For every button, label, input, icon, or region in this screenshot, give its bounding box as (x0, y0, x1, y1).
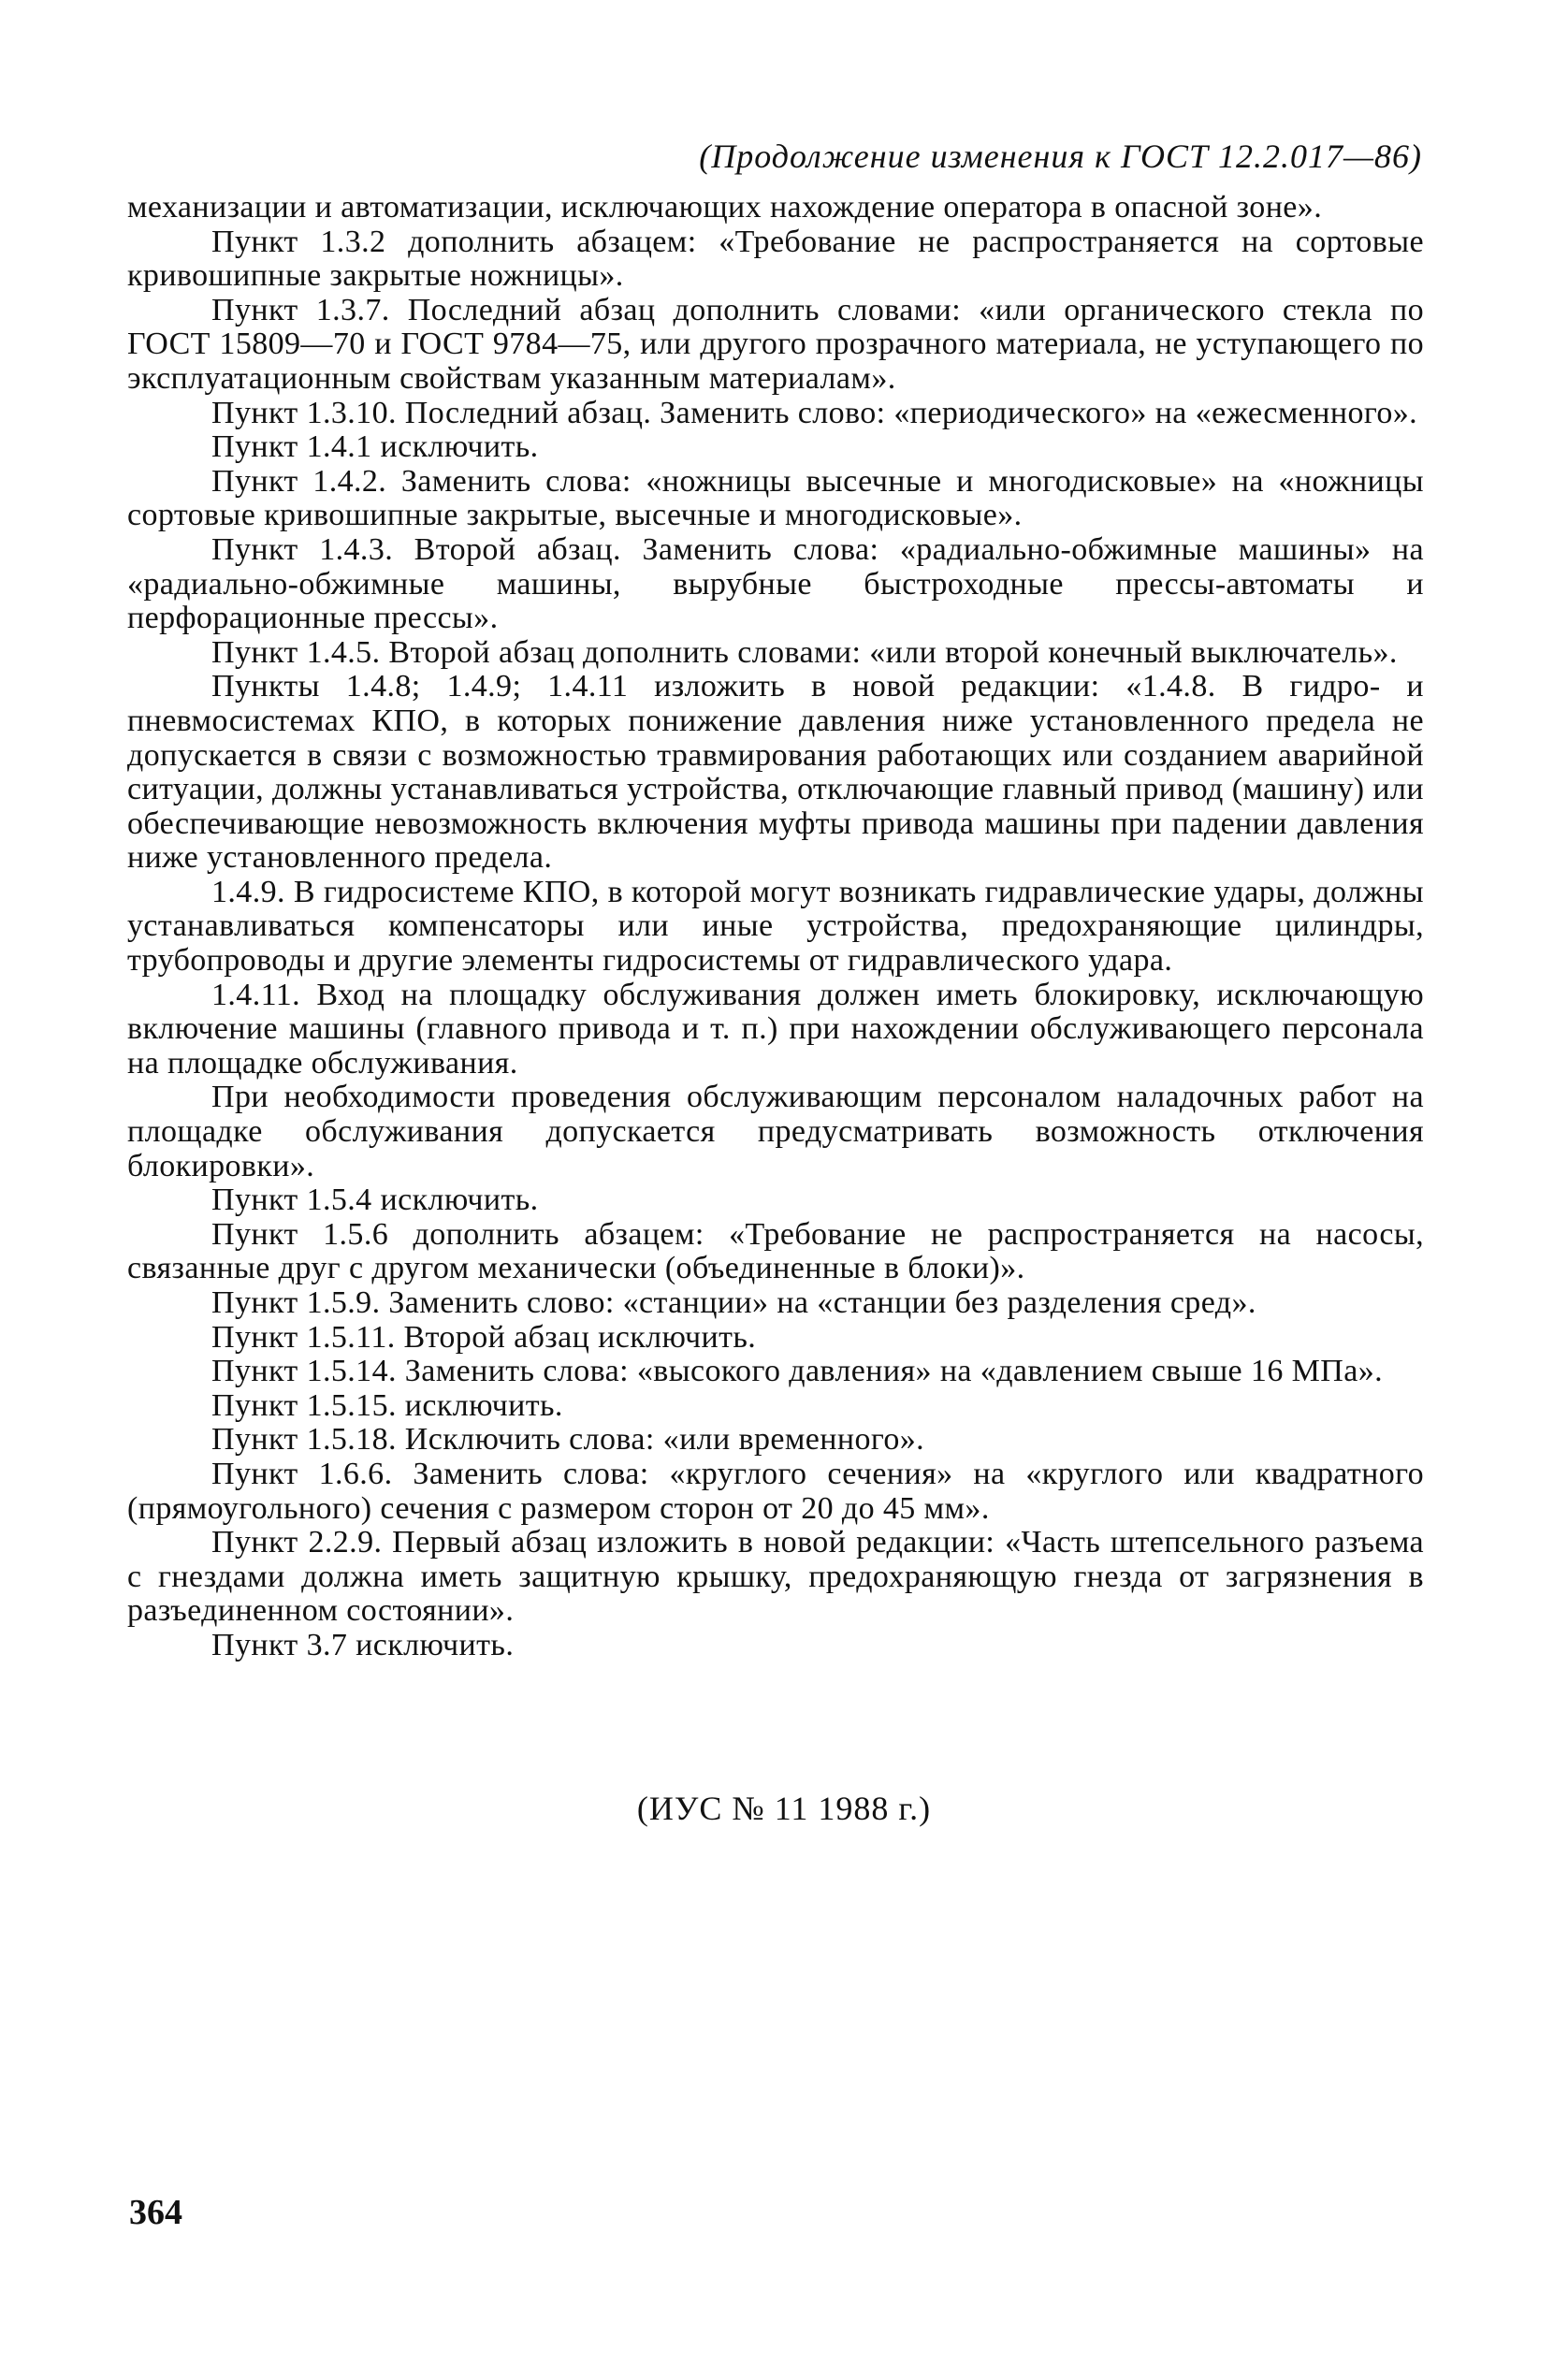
paragraph-new-1-4-11: 1.4.11. Вход на площадку обслуживания должен иметь блокировку, исключающую включение машины (главного привода и т. п.) при нахождении обслуживающего персонала на площадке обслуживания. (127, 977, 1424, 1081)
paragraph-clause-1-4-1: Пункт 1.4.1 исключить. (211, 429, 539, 465)
paragraph-clause-1-5-4: Пункт 1.5.4 исключить. (211, 1182, 539, 1218)
source-reference: (ИУС № 11 1988 г.) (636, 1790, 932, 1827)
paragraph-clause-1-5-11: Пункт 1.5.11. Второй абзац исключить. (211, 1319, 757, 1355)
paragraph-clause-1-4-3: Пункт 1.4.3. Второй абзац. Заменить слова: «радиально-обжимные машины» на «радиально-обжимные машины, вырубные быстроходные прессы-автоматы и перфорационные прессы». (127, 531, 1424, 636)
paragraph-clause-1-4-5: Пункт 1.4.5. Второй абзац дополнить словами: «или второй конечный выключатель». (211, 634, 1398, 670)
paragraph-continuation: механизации и автоматизации, исключающих нахождение оператора в опасной зоне». (127, 190, 1323, 225)
paragraph-clause-1-3-10: Пункт 1.3.10. Последний абзац. Заменить слово: «периодического» на «ежесменного». (211, 395, 1418, 430)
paragraph-clause-1-5-14: Пункт 1.5.14. Заменить слова: «высокого давления» на «давлением свыше 16 МПа». (211, 1354, 1383, 1389)
paragraph-clause-1-5-18: Пункт 1.5.18. Исключить слова: «или временного». (211, 1422, 925, 1458)
running-header: (Продолжение изменения к ГОСТ 12.2.017—86) (699, 138, 1422, 175)
paragraph-clause-1-5-6: Пункт 1.5.6 дополнить абзацем: «Требование не распространяется на насосы, связанные друг с другом механически (объединенные в блоки)». (127, 1216, 1424, 1286)
document-body (127, 191, 1424, 1663)
paragraph-clause-1-5-9: Пункт 1.5.9. Заменить слово: «станции» на «станции без разделения сред». (211, 1285, 1256, 1320)
paragraph-clause-1-3-7: Пункт 1.3.7. Последний абзац дополнить словами: «или органического стекла по ГОСТ 15809—70 и ГОСТ 9784—75, или другого прозрачного материала, не уступающего по эксплуатационным свойствам указанным материалам». (127, 292, 1424, 396)
paragraph-clause-1-5-15: Пункт 1.5.15. исключить. (211, 1387, 563, 1423)
paragraph-clause-3-7: Пункт 3.7 исключить. (211, 1627, 515, 1662)
paragraph-new-1-4-11-cont: При необходимости проведения обслуживающим персоналом наладочных работ на площадке обслуживания допускается предусматривать возможность отключения блокировки». (127, 1080, 1424, 1183)
paragraph-new-1-4-9: 1.4.9. В гидросистеме КПО, в которой могут возникать гидравлические удары, должны устанавливаться компенсаторы или иные устройства, предохраняющие цилиндры, трубопроводы и другие элементы гидросистемы от гидравлического удара. (127, 874, 1424, 979)
paragraph-clauses-1-4-8-to-1-4-11: Пункты 1.4.8; 1.4.9; 1.4.11 изложить в новой редакции: «1.4.8. В гидро- и пневмосистемах КПО, в которых понижение давления ниже установленного предела не допускается в связи с возможностью травмирования работающих или созданием аварийной ситуации, должны устанавливаться устройства, отключающие главный привод (машину) или обеспечивающие невозможность включения муфты привода машины при падении давления ниже установленного предела. (127, 669, 1424, 876)
paragraph-clause-2-2-9: Пункт 2.2.9. Первый абзац изложить в новой редакции: «Часть штепсельного разъема с гнездами должна иметь защитную крышку, предохраняющую гнезда от загрязнения в разъединенном состоянии». (127, 1525, 1424, 1629)
paragraph-clause-1-6-6: Пункт 1.6.6. Заменить слова: «круглого сечения» на «круглого или квадратного (прямоугольного) сечения с размером сторон от 20 до 45 мм». (127, 1456, 1424, 1526)
page-number: 364 (129, 2193, 182, 2232)
paragraph-clause-1-3-2: Пункт 1.3.2 дополнить абзацем: «Требование не распространяется на сортовые кривошипные закрытые ножницы». (127, 224, 1424, 294)
paragraph-clause-1-4-2: Пункт 1.4.2. Заменить слова: «ножницы высечные и многодисковые» на «ножницы сортовые кривошипные закрытые, высечные и многодисковые». (127, 463, 1424, 533)
